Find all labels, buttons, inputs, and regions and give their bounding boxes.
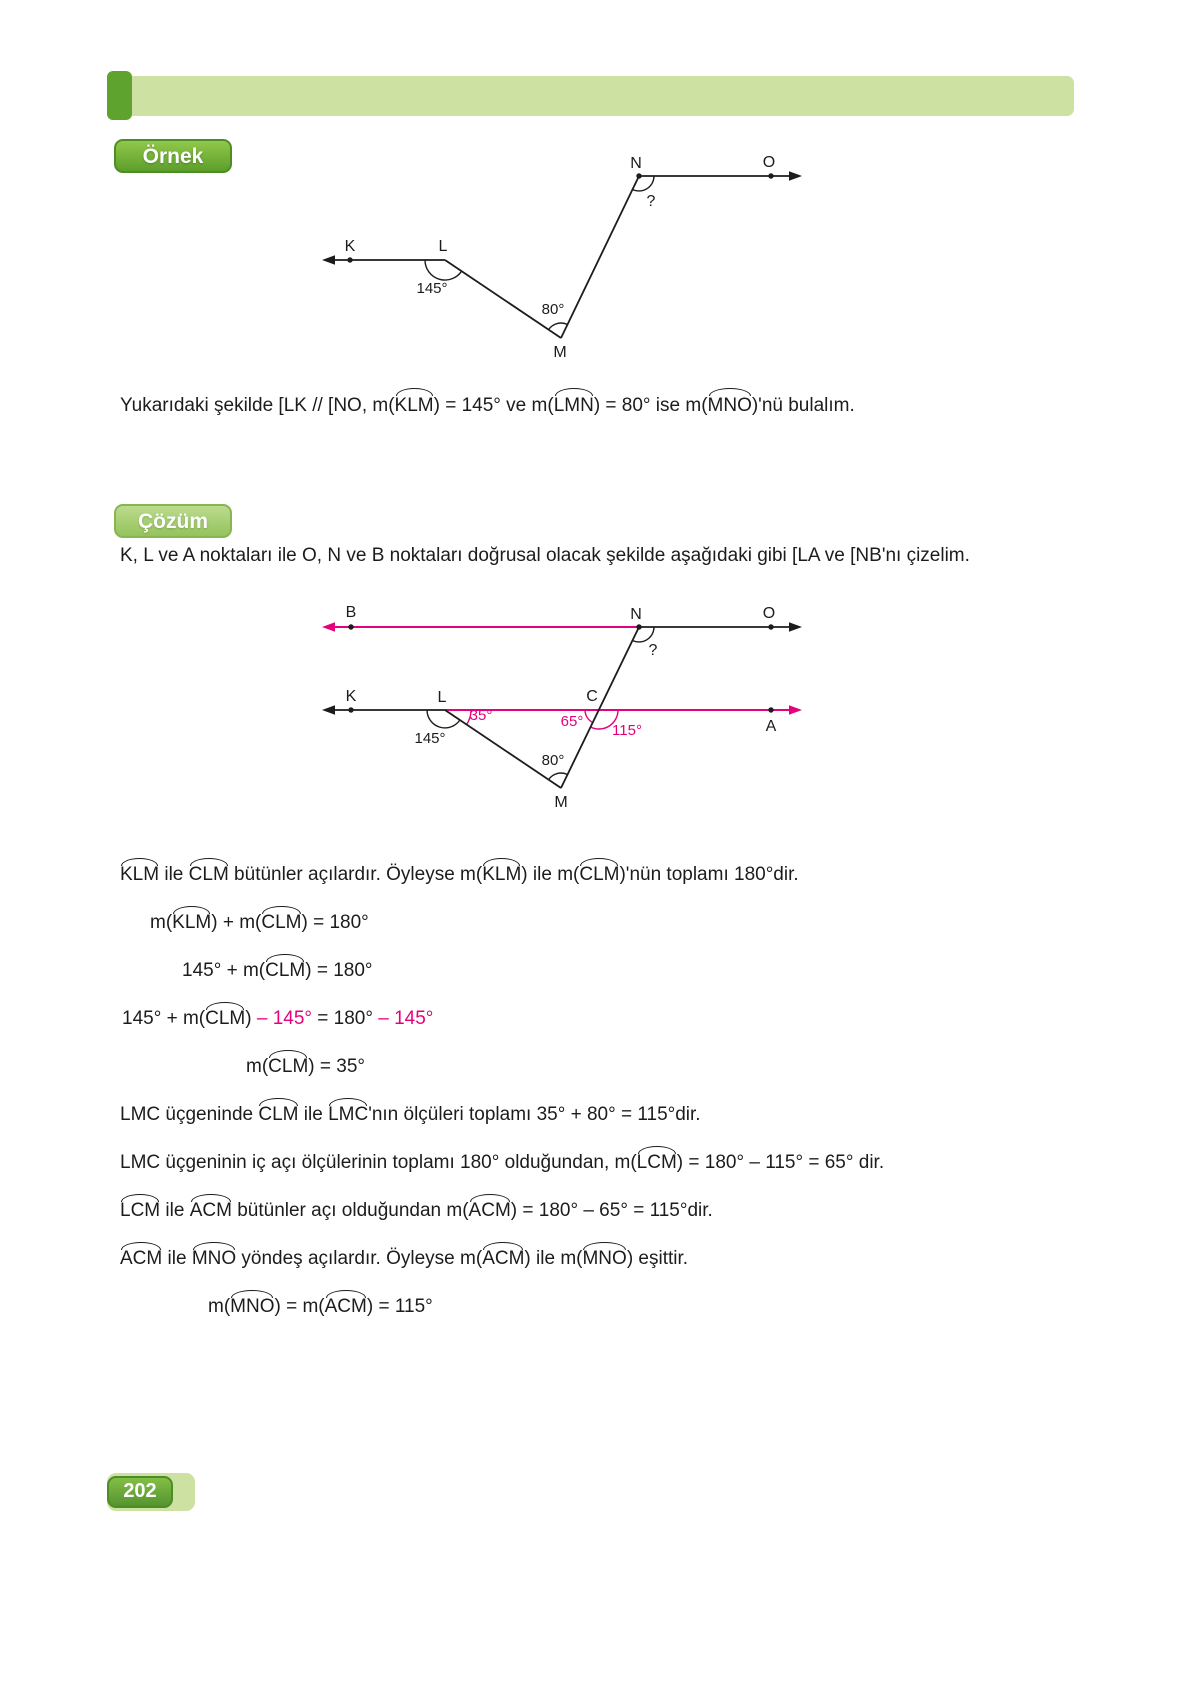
- chapter-header-bar: [112, 76, 1074, 116]
- page-number-badge: 202: [107, 1476, 173, 1508]
- problem-text: [120, 393, 1098, 418]
- angle-name-with-arc: MNO: [582, 1248, 627, 1269]
- solution-step-7: [120, 1151, 1115, 1174]
- text-segment: Yukarıdaki şekilde [LK // [NO, m(: [120, 395, 395, 416]
- fig2-arrow-right-icon: [789, 622, 802, 632]
- fig1-angle-arcs: [425, 176, 654, 330]
- angle-name-with-arc: KLM: [482, 864, 522, 885]
- text-segment: ) eşittir.: [626, 1248, 689, 1269]
- text-segment: ) ile m(: [524, 1248, 583, 1269]
- fig2-label-O: O: [762, 605, 776, 622]
- fig1-svg: [320, 150, 810, 365]
- angle-name-with-arc: CLM: [579, 864, 620, 885]
- solution-step-6: [120, 1103, 1115, 1126]
- solution-badge: Çözüm: [114, 504, 232, 538]
- text-segment: )'nü bulalım.: [751, 395, 855, 416]
- text-segment: ) + m(: [211, 912, 262, 933]
- fig1-angle-MNO-label: ?: [646, 193, 656, 210]
- fig2-label-C: C: [586, 688, 598, 705]
- angle-name-with-arc: MNO: [707, 395, 752, 416]
- fig2-angle-ACM-label: 115°: [612, 722, 642, 739]
- angle-name-with-arc: KLM: [120, 864, 160, 885]
- solution-step-9: [120, 1247, 1115, 1270]
- angle-name-with-arc: CLM: [258, 1104, 299, 1125]
- text-segment: ile: [159, 864, 189, 885]
- fig1-points: [344, 173, 773, 262]
- text-segment: yöndeş açılardır. Öyleyse m(: [236, 1248, 483, 1269]
- fig1-arrowheads: [322, 171, 802, 265]
- text-segment: ) = 180° – 115° = 65° dir.: [676, 1152, 885, 1173]
- solution-step-8: [120, 1199, 1115, 1222]
- fig2-angle-CLM-label: 35°: [469, 707, 493, 724]
- angle-name-with-arc: ACM: [468, 1200, 511, 1221]
- text-segment: ) = 145° ve m(: [433, 395, 554, 416]
- angle-name-with-arc: MNO: [191, 1248, 237, 1269]
- text-segment: bütünler açılardır. Öyleyse m(: [228, 864, 483, 885]
- text-segment: ) = 180° – 65° = 115°dir.: [510, 1200, 713, 1221]
- angle-name-with-arc: CLM: [265, 960, 306, 981]
- fig2-arc-LCM: [585, 710, 593, 723]
- solution-step-2: [150, 911, 1115, 934]
- fig1-label-L: L: [438, 238, 448, 255]
- fig2-pink-lines: [333, 627, 791, 710]
- text-segment: ): [245, 1008, 257, 1029]
- text-segment: ) ile m(: [521, 864, 580, 885]
- angle-name-with-arc: ACM: [482, 1248, 525, 1269]
- text-segment: 145° + m(: [182, 960, 266, 981]
- text-segment: m(: [246, 1056, 269, 1077]
- text-segment: ile: [162, 1248, 192, 1269]
- fig2-angle-LCM-label: 65°: [560, 713, 584, 730]
- fig2-label-A: A: [765, 718, 777, 735]
- solution-step-4: [122, 1007, 1115, 1030]
- angle-name-with-arc: LMN: [553, 395, 594, 416]
- angle-name-with-arc: KLM: [172, 912, 212, 933]
- fig2-point-B: [348, 624, 353, 629]
- angle-name-with-arc: ACM: [189, 1200, 232, 1221]
- text-segment: – 145°: [256, 1008, 312, 1029]
- fig2-angle-MNO-label: ?: [648, 642, 658, 659]
- solution-step-5: [246, 1055, 1115, 1078]
- fig2-svg: [320, 598, 810, 826]
- fig2-label-B: B: [345, 604, 357, 621]
- fig1-point-N: [636, 173, 641, 178]
- figure-problem: [320, 150, 810, 371]
- fig1-label-M: M: [553, 344, 567, 361]
- fig2-point-A: [768, 707, 773, 712]
- fig2-black-arcs: [427, 627, 654, 780]
- fig2-points: [345, 624, 773, 712]
- text-segment: 'nın ölçüleri toplamı 35° + 80° = 115°dir.: [368, 1104, 701, 1125]
- text-segment: ) = m(: [274, 1296, 325, 1317]
- fig1-label-K: K: [344, 238, 356, 255]
- example-badge: Örnek: [114, 139, 232, 173]
- fig1-point-O: [768, 173, 773, 178]
- fig2-point-K: [348, 707, 353, 712]
- text-segment: ) = 80° ise m(: [593, 395, 708, 416]
- fig2-point-N: [636, 624, 641, 629]
- fig1-arc-KLM: [425, 260, 462, 280]
- solution-step-3: [182, 959, 1115, 982]
- chapter-tab: [107, 71, 132, 120]
- fig2-angle-LMN-label: 80°: [541, 752, 565, 769]
- fig2-label-M: M: [554, 794, 568, 811]
- fig2-arc-KLM: [427, 710, 460, 728]
- fig2-label-K: K: [345, 688, 357, 705]
- angle-name-with-arc: ACM: [324, 1296, 367, 1317]
- angle-name-with-arc: LCM: [636, 1152, 677, 1173]
- fig1-angle-KLM-label: 145°: [416, 280, 448, 297]
- solution-step-1: [120, 863, 1115, 886]
- text-segment: 145° + m(: [122, 1008, 206, 1029]
- angle-name-with-arc: LMC: [328, 1104, 369, 1125]
- text-segment: )'nün toplamı 180°dir.: [619, 864, 799, 885]
- fig2-arrow-left-pink-icon: [322, 622, 335, 632]
- text-segment: m(: [208, 1296, 231, 1317]
- fig1-labels: [345, 154, 776, 361]
- fig2-black-arrowheads: [322, 622, 802, 715]
- fig2-arrow-right-pink-icon: [789, 705, 802, 715]
- text-segment: ) = 115°: [366, 1296, 433, 1317]
- angle-name-with-arc: KLM: [394, 395, 434, 416]
- fig2-angle-KLM-label: 145°: [414, 730, 446, 747]
- text-segment: LMC üçgeninin iç açı ölçülerinin toplamı 180° olduğundan, m(: [120, 1152, 637, 1173]
- angle-name-with-arc: ACM: [120, 1248, 163, 1269]
- angle-name-with-arc: CLM: [188, 864, 229, 885]
- solution-steps: [120, 863, 1115, 1343]
- text-segment: = 180°: [312, 1008, 379, 1029]
- solution-step-10: [208, 1295, 1115, 1318]
- text-segment: bütünler açı olduğundan m(: [231, 1200, 469, 1221]
- fig1-arrow-left-icon: [322, 255, 335, 265]
- fig2-pink-arrowheads: [322, 622, 802, 715]
- text-segment: m(: [150, 912, 173, 933]
- fig2-labels: [346, 604, 777, 811]
- solution-intro: K, L ve A noktaları ile O, N ve B noktaları doğrusal olacak şekilde aşağıdaki gibi [LA ve [NB'nı çizelim.: [120, 545, 970, 566]
- angle-name-with-arc: CLM: [205, 1008, 246, 1029]
- text-segment: ile: [298, 1104, 329, 1125]
- fig2-label-L: L: [437, 689, 447, 706]
- fig1-arrow-right-icon: [789, 171, 802, 181]
- text-segment: ile: [160, 1200, 190, 1221]
- angle-name-with-arc: MNO: [230, 1296, 275, 1317]
- fig2-arrow-left-icon: [322, 705, 335, 715]
- figure-solution: [320, 598, 810, 832]
- fig1-point-K: [347, 257, 352, 262]
- text-segment: ) = 35°: [308, 1056, 365, 1077]
- text-segment: – 145°: [378, 1008, 434, 1029]
- angle-name-with-arc: CLM: [268, 1056, 309, 1077]
- page-number-strip: [107, 1473, 195, 1511]
- text-segment: LMC üçgeninde: [120, 1104, 259, 1125]
- angle-name-with-arc: LCM: [120, 1200, 161, 1221]
- fig1-label-O: O: [762, 154, 776, 171]
- text-segment: ) = 180°: [301, 912, 369, 933]
- fig1-angle-LMN-label: 80°: [541, 301, 565, 318]
- angle-name-with-arc: CLM: [261, 912, 302, 933]
- fig2-point-O: [768, 624, 773, 629]
- fig1-label-N: N: [630, 155, 642, 172]
- text-segment: ) = 180°: [305, 960, 373, 981]
- fig2-label-N: N: [630, 606, 642, 623]
